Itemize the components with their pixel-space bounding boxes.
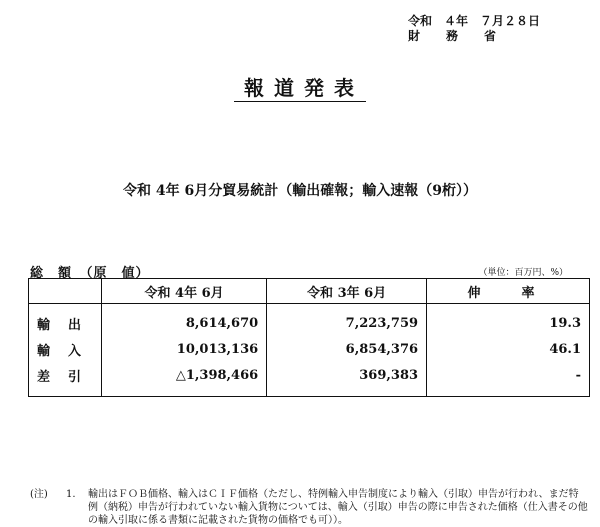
table-header-row — [29, 279, 590, 304]
row-label: 輸 出 — [29, 304, 102, 337]
row-label: 差 引 — [29, 362, 102, 397]
header-empty-cell — [29, 279, 102, 304]
release-date: 令和 ４年 ７月２８日 — [408, 14, 541, 28]
footnote-tag: (注) — [30, 489, 48, 500]
growth-value: 46.1 — [427, 336, 590, 362]
trade-statistics-table — [28, 278, 590, 397]
current-value: 8,614,670 — [102, 304, 267, 337]
press-release-title — [0, 72, 600, 101]
header-current-period: 令和 4年 6月 — [102, 279, 267, 304]
document-subtitle: 令和 4年 6月分貿易統計（輸出確報；輸入速報（9桁）） — [123, 183, 477, 199]
table-row-balance — [29, 362, 590, 397]
current-value: 10,013,136 — [102, 336, 267, 362]
growth-value: - — [427, 362, 590, 397]
unit-label: （単位：百万円、%） — [478, 268, 568, 278]
footnote-text: 輸出はＦＯＢ価格、輸入はＣＩＦ価格（ただし、特例輸入申告制度により輸入（引取）申告が行われ、まだ特例（納税）申告が行われていない輸入貨物については、輸入（引取）申告の際に申告された価格（仕入書その他の輸入引取に係る書類に記載された貨物の価格でも可））。 — [88, 489, 588, 526]
ministry-name: 財務省 — [408, 29, 523, 43]
previous-value: 7,223,759 — [267, 304, 427, 337]
footnote-number: 1. — [66, 489, 76, 500]
header-growth-rate: 伸 率 — [427, 279, 590, 304]
table-row-imports — [29, 336, 590, 362]
growth-value: 19.3 — [427, 304, 590, 337]
release-date-block — [408, 14, 588, 44]
press-release-title-text: 報道発表 — [234, 76, 366, 102]
row-label: 輸 入 — [29, 336, 102, 362]
previous-value: 6,854,376 — [267, 336, 427, 362]
header-previous-period: 令和 3年 6月 — [267, 279, 427, 304]
table-row-exports — [29, 304, 590, 337]
current-value: △1,398,466 — [102, 362, 267, 397]
previous-value: 369,383 — [267, 362, 427, 397]
section-label: 総 額 （原 値） — [30, 266, 150, 281]
